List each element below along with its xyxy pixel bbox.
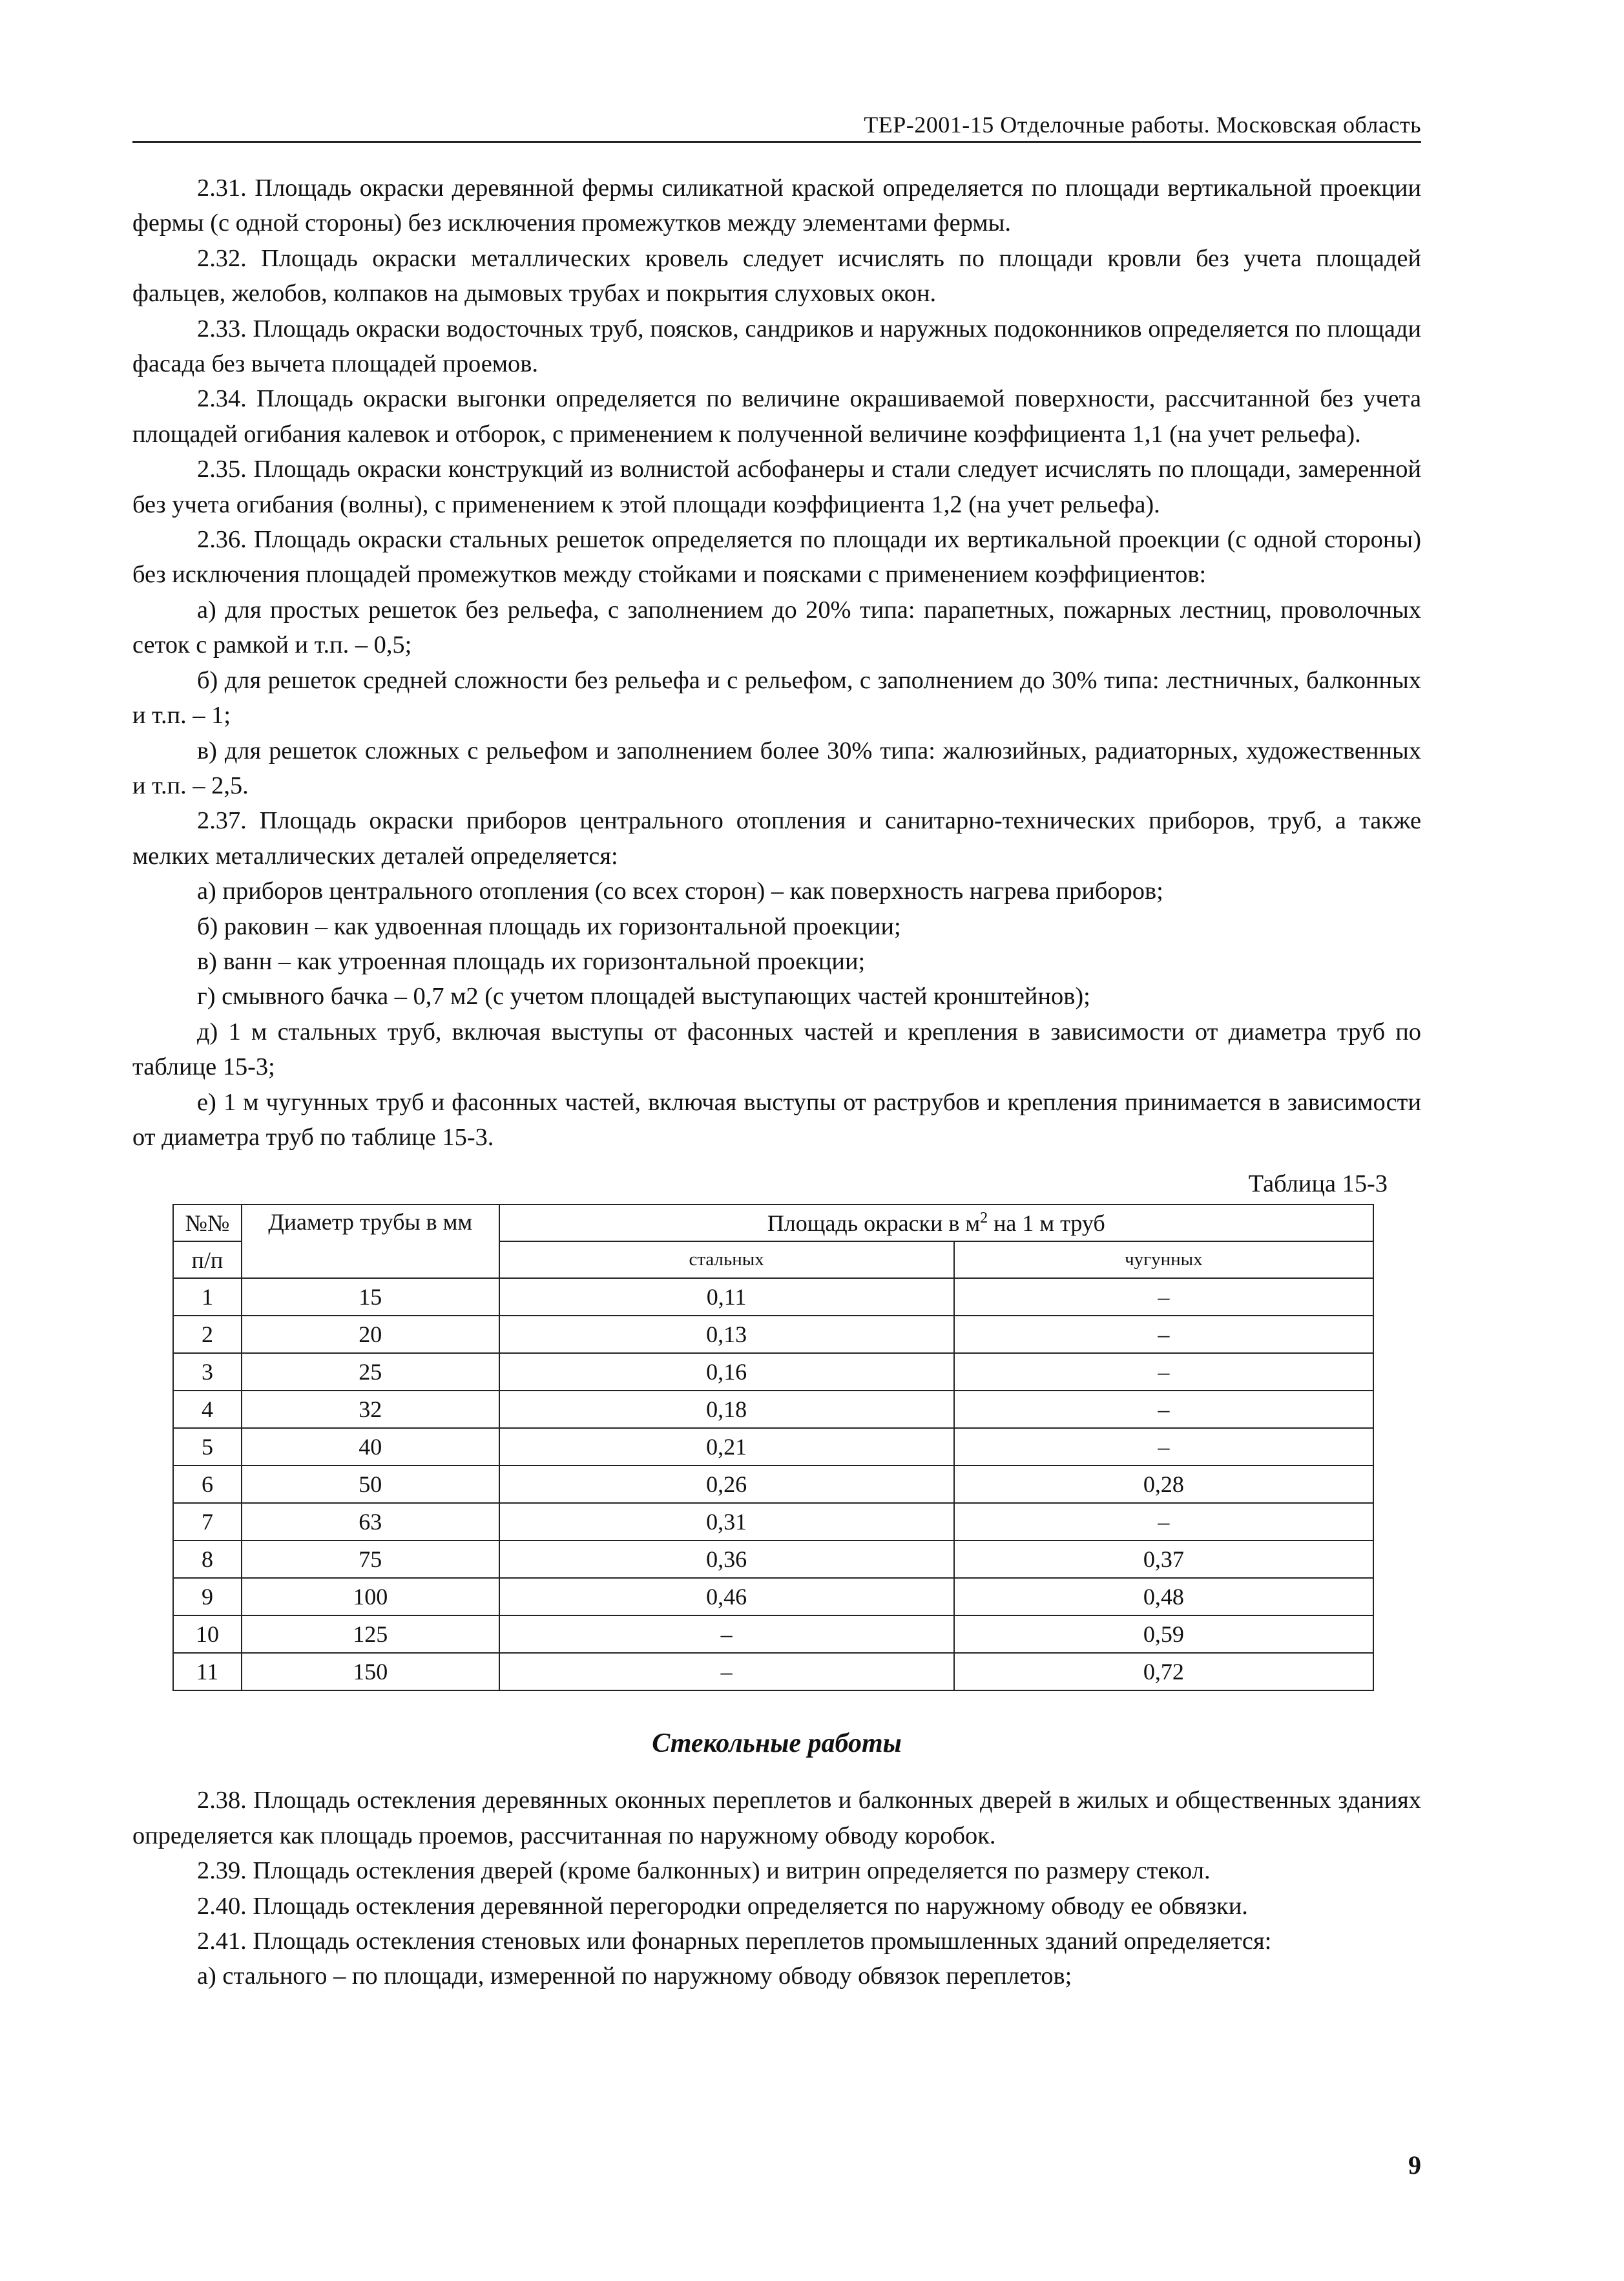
cell-diameter: 150 [242, 1653, 499, 1690]
cell-cast: 0,59 [954, 1615, 1373, 1653]
cell-steel: 0,26 [499, 1466, 954, 1503]
paragraph-2-34: 2.34. Площадь окраски выгонки определяется по величине окрашиваемой поверхности, рассчитанной без учета площадей огибания калевок и отборок, с применением к полученной величине коэффициента 1,1 (на учет рельефа). [132, 385, 1421, 448]
cell-steel: 0,11 [499, 1278, 954, 1316]
table-row [173, 1540, 1373, 1578]
table-row [173, 1391, 1373, 1428]
paragraph-2-32: 2.32. Площадь окраски металлических кровель следует исчислять по площади кровли без учета площадей фальцев, желобов, колпаков на дымовых трубах и покрытия слуховых окон. [132, 244, 1421, 308]
page-body [132, 171, 1421, 1994]
paragraph-2-40: 2.40. Площадь остекления деревянной перегородки определяется по наружному обводу ее обвязки. [197, 1892, 1248, 1920]
cell-steel: 0,21 [499, 1428, 954, 1466]
paragraph-2-36: 2.36. Площадь окраски стальных решеток определяется по площади их вертикальной проекции (с одной стороны) без исключения площадей промежутков между стойками и поясками с применением коэффициентов: [132, 526, 1421, 589]
cell-steel: – [499, 1615, 954, 1653]
cell-diameter: 20 [242, 1316, 499, 1353]
paragraph-2-41: 2.41. Площадь остекления стеновых или фонарных переплетов промышленных зданий определяется: [197, 1928, 1272, 1955]
table-row [173, 1428, 1373, 1466]
header-area [499, 1204, 1373, 1241]
cell-diameter: 75 [242, 1540, 499, 1578]
table-row [173, 1578, 1373, 1615]
cell-steel: – [499, 1653, 954, 1690]
table-row [173, 1278, 1373, 1316]
cell-cast: – [954, 1503, 1373, 1540]
cell-diameter: 40 [242, 1428, 499, 1466]
cell-cast: 0,48 [954, 1578, 1373, 1615]
cell-num: 4 [173, 1391, 242, 1428]
cell-steel: 0,46 [499, 1578, 954, 1615]
table-row [173, 1615, 1373, 1653]
cell-cast: 0,28 [954, 1466, 1373, 1503]
cell-diameter: 50 [242, 1466, 499, 1503]
cell-num: 5 [173, 1428, 242, 1466]
paragraph-2-33: 2.33. Площадь окраски водосточных труб, поясков, сандриков и наружных подоконников определяется по площади фасада без вычета площадей проемов. [132, 315, 1421, 378]
header-cast: чугунных [954, 1241, 1373, 1278]
pipe-painting-table [172, 1204, 1374, 1691]
table-row [173, 1503, 1373, 1540]
header-area-sup: 2 [980, 1209, 988, 1226]
list-item-2-37-a: а) приборов центрального отопления (со всех сторон) – как поверхность нагрева приборов; [197, 878, 1163, 905]
cell-num: 7 [173, 1503, 242, 1540]
page-number: 9 [1408, 2150, 1421, 2180]
cell-num: 3 [173, 1353, 242, 1391]
list-item-2-37-d: д) 1 м стальных труб, включая выступы от фасонных частей и крепления в зависимости от диаметра труб по таблице 15-3; [132, 1018, 1421, 1081]
cell-steel: 0,18 [499, 1391, 954, 1428]
list-item-2-36-b: б) для решеток средней сложности без рельефа и с рельефом, с заполнением до 30% типа: лестничных, балконных и т.п. – 1; [132, 666, 1421, 730]
cell-steel: 0,16 [499, 1353, 954, 1391]
cell-num: 11 [173, 1653, 242, 1690]
cell-cast: – [954, 1391, 1373, 1428]
cell-cast: 0,37 [954, 1540, 1373, 1578]
cell-diameter: 125 [242, 1615, 499, 1653]
cell-diameter: 15 [242, 1278, 499, 1316]
header-text: ТЕР-2001-15 Отделочные работы. Московская область [864, 112, 1421, 138]
table-row [173, 1466, 1373, 1503]
paragraph-2-39: 2.39. Площадь остекления дверей (кроме балконных) и витрин определяется по размеру стекол. [197, 1857, 1211, 1885]
header-num-line1: №№ [173, 1204, 242, 1241]
table-header-row [173, 1204, 1373, 1241]
cell-diameter: 32 [242, 1391, 499, 1428]
paragraph-2-37: 2.37. Площадь окраски приборов центрального отопления и санитарно-технических приборов, труб, а также мелких металлических деталей определяется: [132, 807, 1421, 870]
header-steel: стальных [499, 1241, 954, 1278]
cell-num: 10 [173, 1615, 242, 1653]
list-item-2-36-v: в) для решеток сложных с рельефом и заполнением более 30% типа: жалюзийных, радиаторных, художественных и т.п. – 2,5. [132, 737, 1421, 799]
cell-cast: – [954, 1278, 1373, 1316]
paragraph-2-35: 2.35. Площадь окраски конструкций из волнистой асбофанеры и стали следует исчислять по площади, замеренной без учета огибания (волны), с применением к этой площади коэффициента 1,2 (на учет рельефа). [132, 456, 1421, 518]
cell-cast: – [954, 1428, 1373, 1466]
paragraphs-top [132, 171, 1421, 1155]
cell-diameter: 100 [242, 1578, 499, 1615]
cell-diameter: 63 [242, 1503, 499, 1540]
running-header [132, 109, 1421, 143]
cell-num: 9 [173, 1578, 242, 1615]
cell-num: 8 [173, 1540, 242, 1578]
cell-steel: 0,36 [499, 1540, 954, 1578]
list-item-2-37-b: б) раковин – как удвоенная площадь их горизонтальной проекции; [197, 912, 901, 940]
header-num-line2: п/п [173, 1241, 242, 1278]
paragraphs-bottom [132, 1783, 1421, 1993]
header-area-prefix: Площадь окраски в м [767, 1210, 981, 1236]
header-diameter: Диаметр трубы в мм [242, 1204, 499, 1278]
paragraph-2-38: 2.38. Площадь остекления деревянных оконных переплетов и балконных дверей в жилых и общественных зданиях определяется как площадь проемов, рассчитанная по наружному обводу коробок. [132, 1787, 1421, 1849]
cell-steel: 0,13 [499, 1316, 954, 1353]
list-item-2-41-a: а) стального – по площади, измеренной по наружному обводу обвязок переплетов; [197, 1962, 1072, 1990]
cell-steel: 0,31 [499, 1503, 954, 1540]
list-item-2-37-v: в) ванн – как утроенная площадь их горизонтальной проекции; [197, 947, 866, 975]
cell-cast: – [954, 1353, 1373, 1391]
cell-cast: – [954, 1316, 1373, 1353]
list-item-2-37-g: г) смывного бачка – 0,7 м2 (с учетом площадей выступающих частей кронштейнов); [197, 983, 1090, 1011]
table-row [173, 1316, 1373, 1353]
cell-num: 6 [173, 1466, 242, 1503]
header-area-suffix: на 1 м труб [988, 1210, 1105, 1236]
table-caption: Таблица 15-3 [1248, 1170, 1388, 1198]
cell-num: 2 [173, 1316, 242, 1353]
cell-num: 1 [173, 1278, 242, 1316]
table-row [173, 1353, 1373, 1391]
cell-diameter: 25 [242, 1353, 499, 1391]
section-title: Стекольные работы [652, 1729, 902, 1759]
cell-cast: 0,72 [954, 1653, 1373, 1690]
list-item-2-36-a: а) для простых решеток без рельефа, с заполнением до 20% типа: парапетных, пожарных лестниц, проволочных сеток с рамкой и т.п. – 0,5; [132, 596, 1421, 659]
table-row [173, 1653, 1373, 1690]
paragraph-2-31: 2.31. Площадь окраски деревянной фермы силикатной краской определяется по площади вертикальной проекции фермы (с одной стороны) без исключения промежутков между элементами фермы. [132, 174, 1421, 237]
list-item-2-37-e: е) 1 м чугунных труб и фасонных частей, включая выступы от раструбов и крепления принимается в зависимости от диаметра труб по таблице 15-3. [132, 1088, 1421, 1151]
